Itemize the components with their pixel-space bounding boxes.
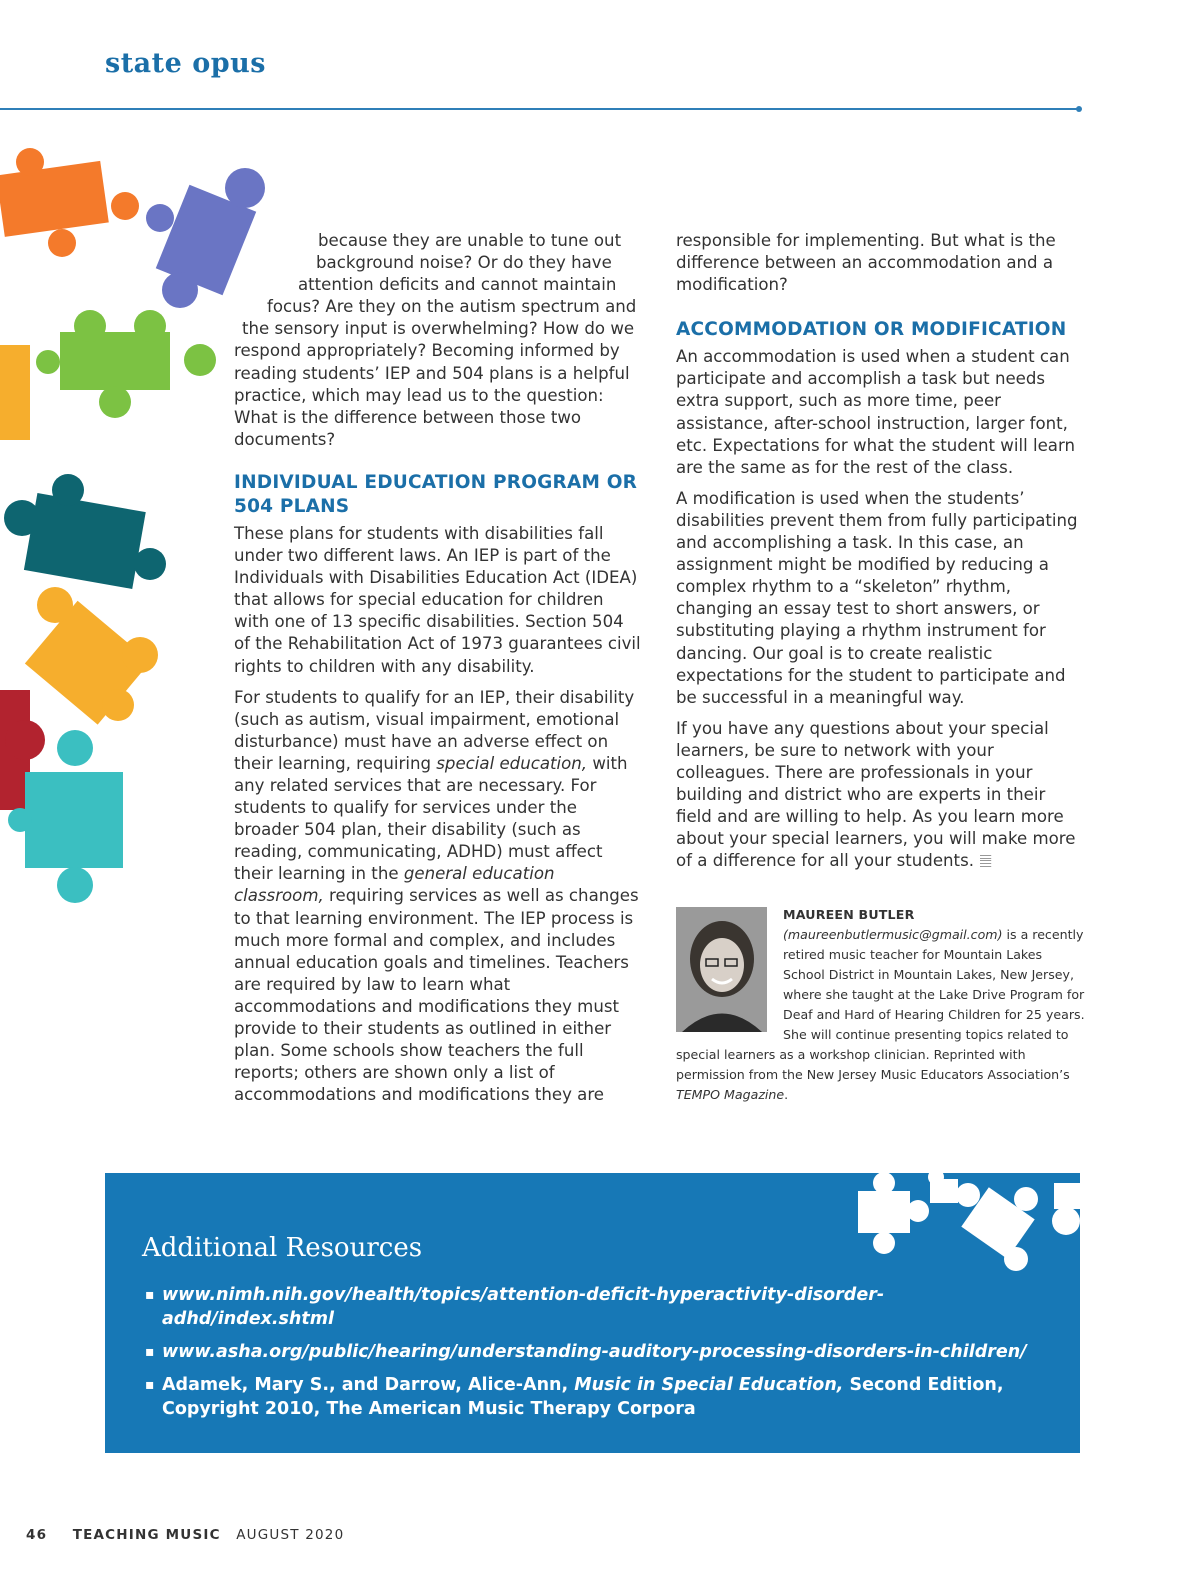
intro-line: background noise? Or do they have [316, 253, 612, 273]
end-mark-icon: 𝄚 [979, 854, 992, 871]
page-footer [26, 1527, 344, 1543]
section-tag: state opus [105, 48, 266, 79]
resource-book-authors: Adamek, Mary S., and Darrow, Alice-Ann, [162, 1375, 575, 1395]
bio-text: is a recently retired music teacher for Mountain Lakes School District in Mountain Lakes, New Jersey, where she taught at the Lake Drive Program for Deaf and Hard of Hearing Children for 25 years. She will continue presenting topics related to special learners as a workshop clinician. Reprinted with permission from the New Jersey Music Educators Association’s [676, 927, 1085, 1082]
author-email: (maureenbutlermusic@gmail.com) [783, 927, 1003, 942]
resource-item [145, 1373, 1045, 1421]
text-run: If you have any questions about your special learners, be sure to network with your colleagues. There are professionals in your building and district who are experts in their field and are willing to help. As you learn more about your special learners, you will make more of a difference for all your students. [676, 718, 1076, 871]
author-photo [676, 907, 767, 1032]
heading-iep-504: INDIVIDUAL EDUCATION PROGRAM OR 504 PLANS [234, 471, 638, 517]
resource-item [145, 1283, 1045, 1331]
puzzle-piece-yellow-edge [0, 345, 30, 440]
text-run: with any related services that are necessary. For students to qualify for services under the broader 504 plan, their disability (such as reading, communicating, ADHD) must affect their learning in the [234, 753, 628, 884]
text-run: For students to qualify for an IEP, their disability (such as autism, visual impairment, emotional disturbance) must have an adverse effect on their learning, requiring [234, 687, 635, 773]
additional-resources-box [105, 1173, 1080, 1453]
bio-text-end: . [784, 1087, 789, 1102]
intro-line: focus? Are they on the autism spectrum and [267, 297, 637, 317]
paragraph-network [676, 718, 1086, 874]
puzzle-piece-orange [0, 148, 139, 257]
emphasis-general-classroom: general education classroom, [234, 864, 555, 906]
intro-line: attention deficits and cannot maintain [298, 275, 617, 295]
resources-list [145, 1283, 1045, 1430]
resource-link-asha[interactable]: www.asha.org/public/hearing/understanding-auditory-processing-disorders-in-children/ [162, 1342, 1027, 1362]
paragraph-modification: A modification is used when the students’ disabilities prevent them from fully participating and accomplishing a task. In this case, an assignment might be modified by reducing a complex rhythm to a “skeleton” rhythm, changing an essay test to short answers, or substituting playing a rhythm instrument for dancing. Our goal is to create realistic expectations for the student to participate and be successful in a meaningful way. [676, 488, 1078, 707]
continuation-paragraph: responsible for implementing. But what is the difference between an accommodation and a modification? [676, 231, 1056, 295]
header-rule [0, 108, 1080, 110]
puzzle-piece-teal-dark [4, 474, 166, 589]
puzzle-piece-green [36, 310, 216, 418]
paragraph-laws: These plans for students with disabilities fall under two different laws. An IEP is part of the Individuals with Disabilities Education Act (IDEA) that allows for special education for children with one of 13 specific disabilities. Section 504 of the Rehabilitation Act of 1973 guarantees civil rights to children with any disability. [234, 523, 641, 676]
intro-rest: respond appropriately? Becoming informed by reading students’ IEP and 504 plans is a helpful practice, which may lead us to the question: What is the difference between those two documents? [234, 341, 630, 449]
bio-magazine: TEMPO Magazine [676, 1087, 785, 1102]
resources-title: Additional Resources [142, 1233, 423, 1263]
header-rule-dot [1076, 106, 1082, 112]
resource-item [145, 1340, 1045, 1364]
heading-accommodation: ACCOMMODATION OR MODIFICATION [676, 319, 1067, 341]
resource-link-nimh[interactable]: www.nimh.nih.gov/health/topics/attention-deficit-hyperactivity-disorder-adhd/index.shtml [162, 1285, 885, 1329]
text-run: requiring services as well as changes to that learning environment. The IEP process is much more formal and complex, and includes annual education goals and timelines. Teachers are required by law to learn what accommodations and modifications they must provide to their students as outlined in either plan. Some schools show teachers the full reports; others are shown only a list of accommodations and modifications they are [234, 886, 639, 1105]
puzzle-piece-yellow [25, 587, 158, 725]
author-bio [676, 905, 1086, 1105]
intro-line: the sensory input is overwhelming? How do we [242, 319, 635, 339]
page-number: 46 [26, 1527, 48, 1543]
intro-paragraph [234, 230, 644, 451]
paragraph-accommodation: An accommodation is used when a student can participate and accomplish a task but needs extra support, such as more time, peer assistance, after-school instruction, larger font, etc. Expectations for what the student will learn are the same as for the rest of the class. [676, 347, 1075, 477]
right-column [676, 230, 1086, 882]
resource-book-title: Music in Special Education, [574, 1375, 844, 1395]
intro-line: because they are unable to tune out [318, 231, 622, 250]
author-name: MAUREEN BUTLER [783, 907, 915, 922]
resources-puzzle-icon [840, 1173, 1080, 1273]
emphasis-special-education: special education, [436, 753, 588, 773]
resource-book-details: Second Edition, Copyright 2010, The American Music Therapy Corpora [162, 1375, 1004, 1419]
magazine-name: TEACHING MUSIC [72, 1527, 221, 1543]
issue-date: AUGUST 2020 [236, 1527, 345, 1543]
paragraph-qualify [234, 687, 644, 1107]
left-column [234, 230, 644, 1115]
